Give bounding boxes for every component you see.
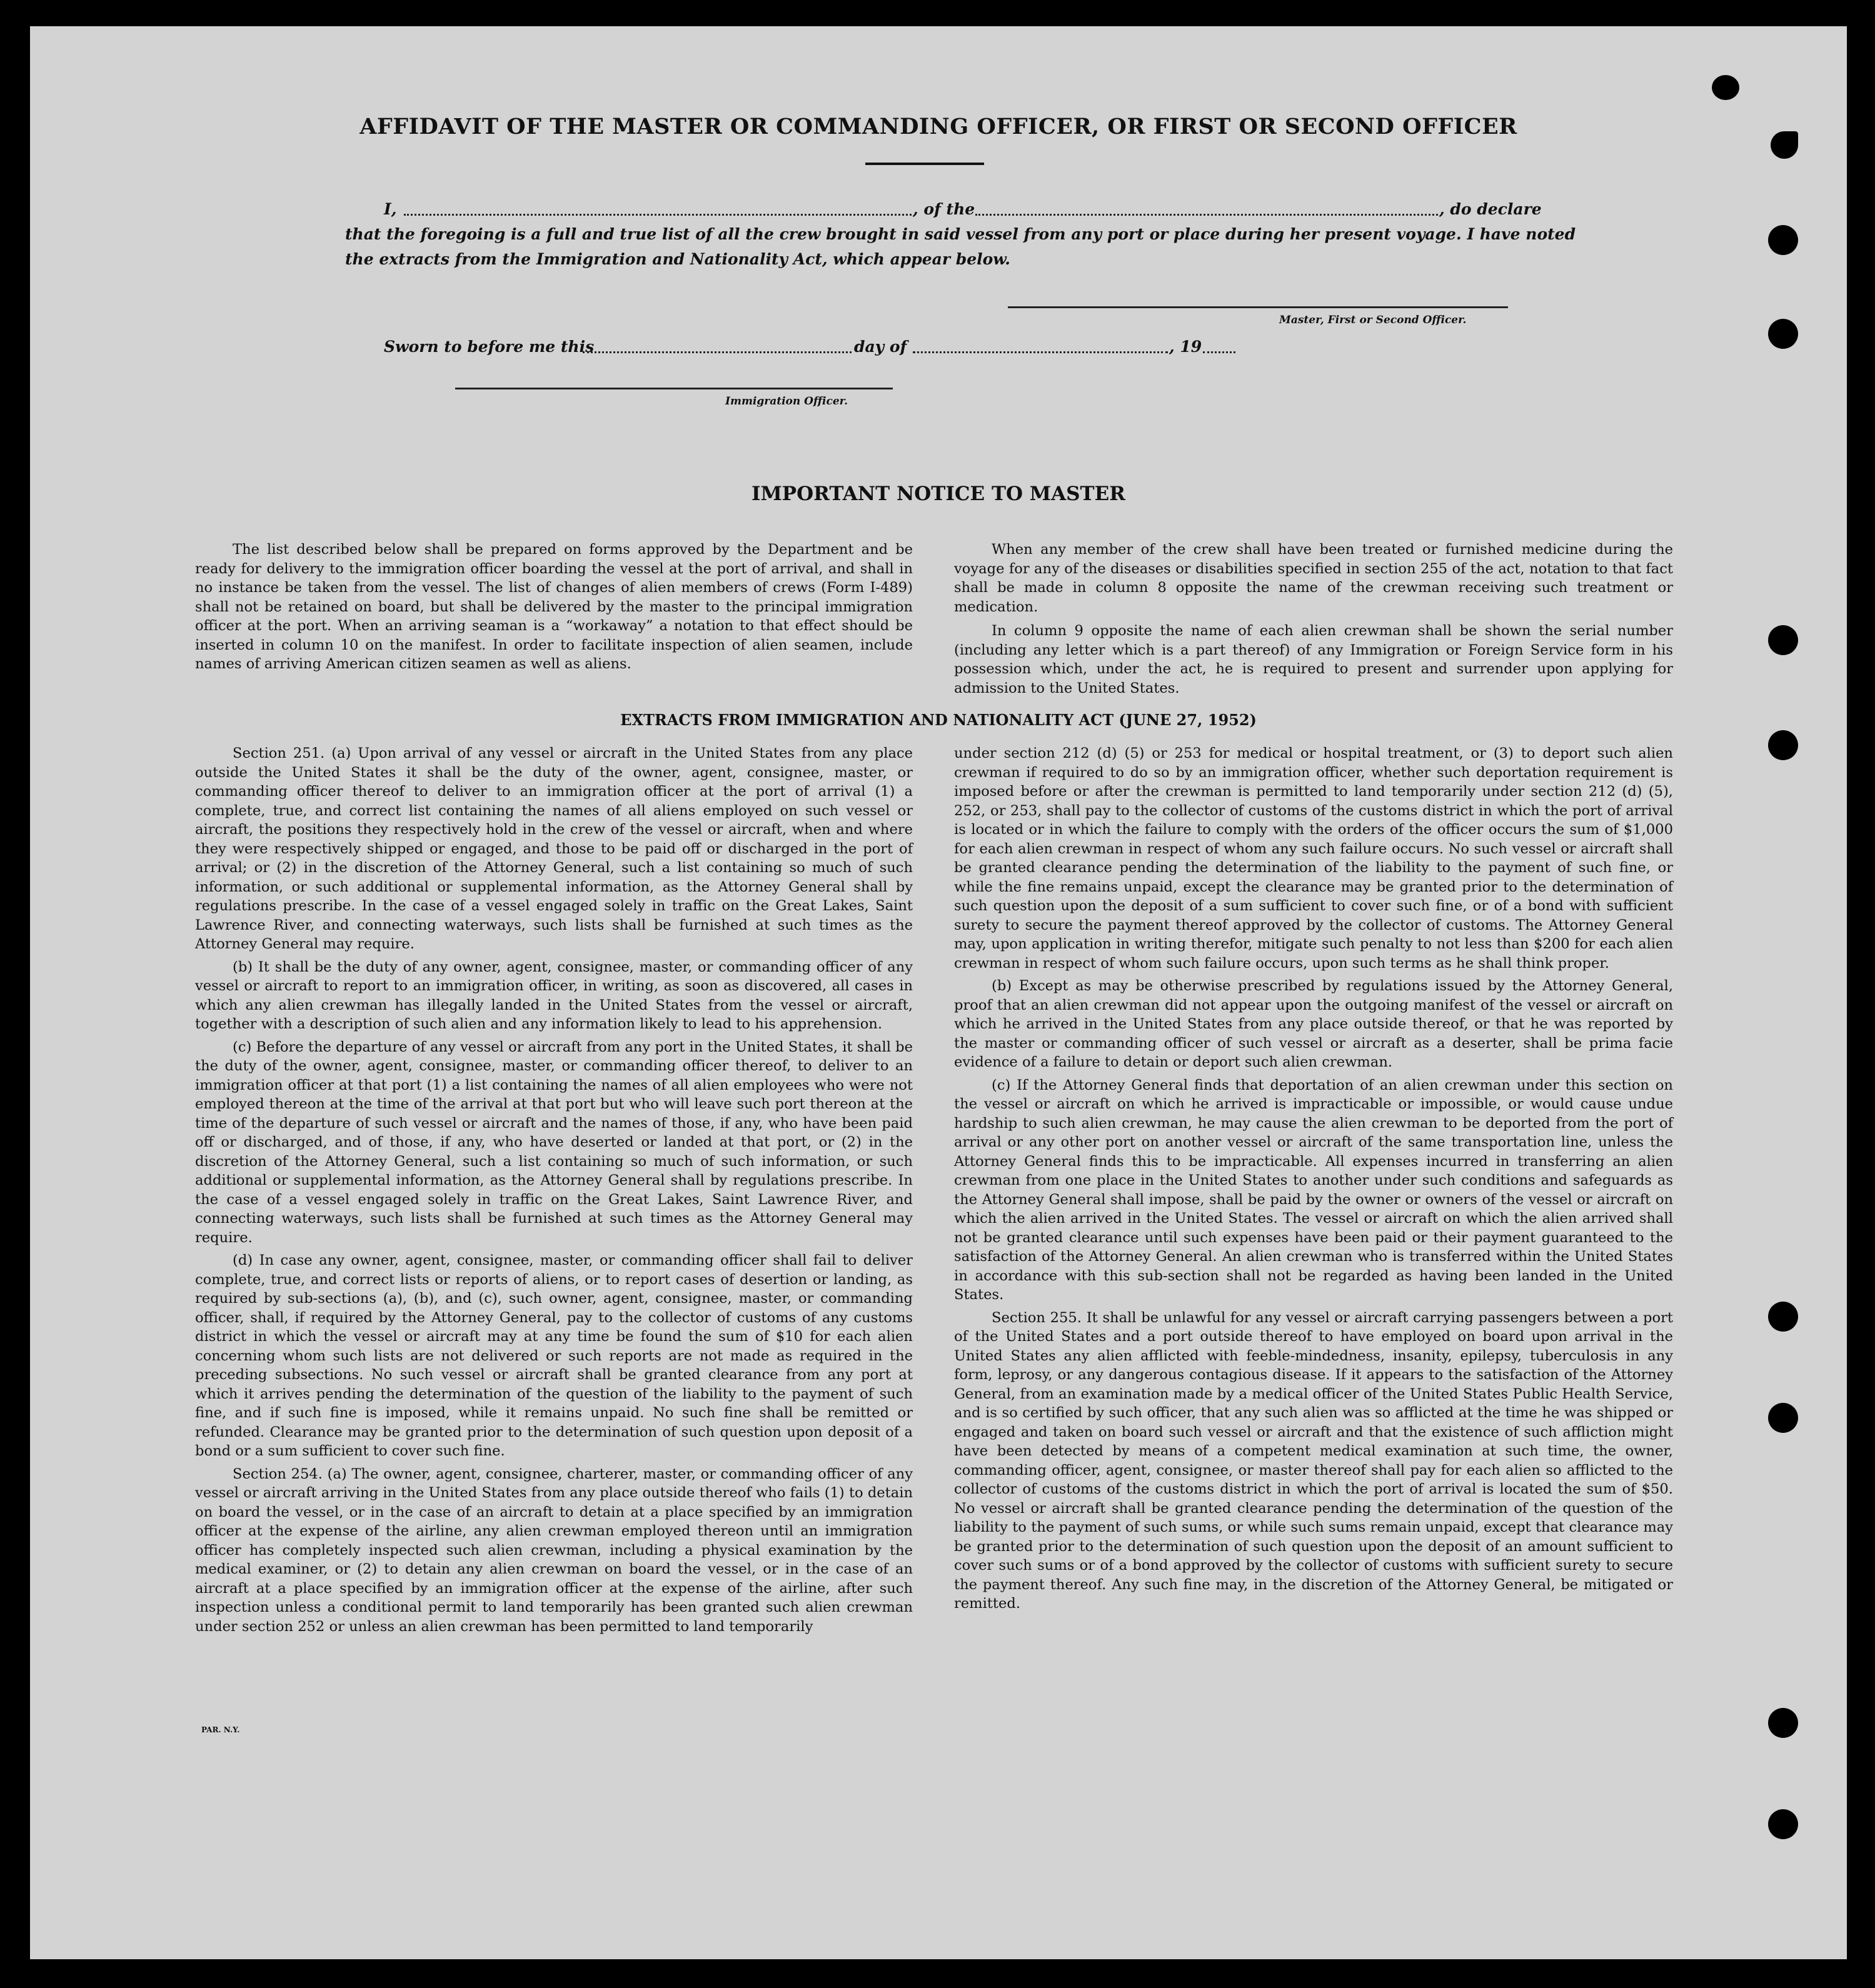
punch-hole	[1712, 75, 1739, 100]
extracts-left-column	[195, 744, 913, 1636]
punch-hole	[1768, 625, 1798, 655]
affidavit-title: AFFIDAVIT OF THE MASTER OR COMMANDING OFFICER, OR FIRST OR SECOND OFFICER	[359, 114, 1517, 139]
notice-paragraph: When any member of the crew shall have been treated or furnished medicine during the voyage for any of the diseases or disabilities specified in section 255 of the act, notation to that fact shall be made in column 8 opposite the name of the crewman receiving such treatment or medication.	[954, 541, 1673, 615]
punch-hole	[1768, 730, 1798, 760]
declarant-name-blank	[404, 214, 912, 216]
extract-paragraph: (d) In case any owner, agent, consignee, master, or commanding officer shall fail to deliver complete, true, and correct lists or reports of aliens, or to report cases of desertion or landing, as required by sub-sections (a), (b), and (c), such owner, agent, consignee, master, or commanding officer, shall, if required by the Attorney General, pay to the collector of customs of any customs district in which the vessel or aircraft may at any time be found the sum of $10 for each alien concerning whom such lists are not delivered or such reports are not made as required in the preceding subsections. No such vessel or aircraft shall be granted clearance from any port at which it arrives pending the determination of the question of the liability to the payment of such fine, and if such fine is imposed, while it remains unpaid. No such fine shall be remitted or refunded. Clearance may be granted prior to the determination of such question upon deposit of a bond or a sum sufficient to cover such fine.	[195, 1252, 913, 1459]
master-signature-label: Master, First or Second Officer.	[1279, 314, 1467, 326]
punch-hole	[1768, 1403, 1798, 1433]
notice-right-column	[954, 540, 1673, 698]
extract-paragraph: (c) Before the departure of any vessel or aircraft from any port in the United States, it shall be the duty of the owner, agent, consignee, master, or commanding officer thereof, to deliver to an immigration officer at that port (1) a list containing the names of all alien employees who were not employed thereon at the time of the arrival at that port but who will leave such port thereon at the time of the departure of such vessel or aircraft and the names of those, if any, who have been paid off or discharged, and of those, if any, who have deserted or landed at that port, or (2) in the discretion of the Attorney General, such a list containing so much of such information, or such additional or supplemental information, as the Attorney General shall by regulations prescribe. In the case of a vessel engaged solely in traffic on the Great Lakes, Saint Lawrence River, and connecting waterways, such lists shall be furnished at such times as the Attorney General may require.	[195, 1038, 913, 1246]
affidavit-line3: the extracts from the Immigration and Nationality Act, which appear below.	[345, 250, 1011, 268]
notice-paragraph: In column 9 opposite the name of each alien crewman shall be shown the serial number (including any letter which is a part thereof) of any Immigration or Foreign Service form in his possession which, under the act, he is required to present and surrender upon applying for admission to the United States.	[954, 623, 1673, 696]
sworn-day-blank	[583, 351, 852, 353]
title-rule	[865, 163, 984, 165]
notice-paragraph: The list described below shall be prepared on forms approved by the Department and be ready for delivery to the immigration officer boarding the vessel at the port of arrival, and shall in no instance be taken from the vessel. The list of changes of alien members of crews (Form I-489) shall not be retained on board, but shall be delivered by the master to the principal immigration officer at the port. When an arriving seaman is a “workaway” a notation to that effect should be inserted in column 10 on the manifest. In order to facilitate inspection of alien seamen, include names of arriving American citizen seamen as well as aliens.	[195, 541, 913, 672]
affidavit-line1-mid: , of the	[913, 200, 975, 218]
extract-paragraph: Section 254. (a) The owner, agent, consignee, charterer, master, or commanding officer of any vessel or aircraft arriving in the United States from any place outside thereof who fails (1) to detain on board the vessel, or in the case of an aircraft to detain at a place specified by an immigration officer at the expense of the airline, any alien crewman employed thereon until an immigration officer has completely inspected such alien crewman, including a physical examination by the medical examiner, or (2) to detain any alien crewman on board the vessel, or in the case of an aircraft at a place specified by an immigration officer at the expense of the airline, after such inspection unless a conditional permit to land temporarily has been granted such alien crewman under section 252 or unless an alien crewman has been permitted to land temporarily	[195, 1465, 913, 1635]
extract-paragraph: (b) It shall be the duty of any owner, agent, consignee, master, or commanding officer of any vessel or aircraft to report to an immigration officer, in writing, as soon as discovered, all cases in which any alien crewman has illegally landed in the United States from the vessel or aircraft, together with a description of such alien and any information likely to lead to his apprehension.	[195, 958, 913, 1032]
punch-hole	[1768, 1708, 1798, 1738]
sworn-year-prefix: , 19	[1169, 338, 1202, 356]
master-signature-line	[1008, 306, 1508, 308]
sworn-month-blank	[913, 351, 1168, 353]
sworn-day-of: day of	[854, 338, 907, 356]
extract-paragraph: Section 251. (a) Upon arrival of any vessel or aircraft in the United States from any place outside the United States it shall be the duty of the owner, agent, consignee, master, or commanding officer thereof to deliver to an immigration officer at the port of arrival (1) a complete, true, and correct list containing the names of all aliens employed on such vessel or aircraft, the positions they respectively hold in the crew of the vessel or aircraft, when and where they were respectively shipped or engaged, and those to be paid off or discharged in the port of arrival; or (2) in the discretion of the Attorney General, such a list containing so much of such information, or such additional or supplemental information, as the Attorney General shall by regulations prescribe. In the case of a vessel engaged solely in traffic on the Great Lakes, Saint Lawrence River, and connecting waterways, such lists shall be furnished at such times as the Attorney General may require.	[195, 745, 913, 952]
notice-title: IMPORTANT NOTICE TO MASTER	[751, 483, 1126, 505]
punch-hole	[1768, 225, 1798, 255]
extract-paragraph: (b) Except as may be otherwise prescribed by regulations issued by the Attorney General, proof that an alien crewman did not appear upon the outgoing manifest of the vessel or aircraft on which he arrived in the United States from any place outside thereof, or that he was reported by the master or commanding officer of such vessel or aircraft as a deserter, shall be prima facie evidence of a failure to detain or deport such alien crewman.	[954, 978, 1673, 1070]
document-page	[30, 26, 1847, 1959]
officer-signature-label: Immigration Officer.	[725, 395, 848, 408]
punch-hole	[1768, 319, 1798, 349]
affidavit-line2: that the foregoing is a full and true list of all the crew brought in said vessel from any port or place during her present voyage. I have noted	[345, 225, 1576, 243]
notice-left-column	[195, 540, 913, 674]
extract-paragraph: Section 255. It shall be unlawful for any vessel or aircraft carrying passengers between a port of the United States and a port outside thereof to have employed on board upon arrival in the United States any alien afflicted with feeble-mindedness, insanity, epilepsy, tuberculosis in any form, leprosy, or any dangerous contagious disease. If it appears to the satisfaction of the Attorney General, from an examination made by a medical officer of the United States Public Health Service, and is so certified by such officer, that any such alien was so afflicted at the time he was shipped or engaged and taken on board such vessel or aircraft and that the existence of such affliction might have been detected by means of a competent medical examination at such time, the owner, commanding officer, agent, consignee, or master thereof shall pay for each alien so afflicted to the collector of customs of the customs district in which the port of arrival is located the sum of $50. No vessel or aircraft shall be granted clearance pending the determination of the question of the liability to the payment of such sums, or while such sums remain unpaid, except that clearance may be granted prior to the determination of such question upon the deposit of an amount sufficient to cover such sums or of a bond approved by the collector of customs with sufficient surety to secure the payment thereof. Any such fine may, in the discretion of the Attorney General, be mitigated or remitted.	[954, 1309, 1673, 1612]
extract-paragraph: under section 212 (d) (5) or 253 for medical or hospital treatment, or (3) to deport such alien crewman if required to do so by an immigration officer, whether such deportation requirement is imposed before or after the crewman is permitted to land temporarily under section 212 (d) (5), 252, or 253, shall pay to the collector of customs of the customs district in which the port of arrival is located or in which the failure to comply with the orders of the officer occurs the sum of $1,000 for each alien crewman in respect of whom any such failure occurs. No such vessel or aircraft shall be granted clearance pending the determination of the liability to the payment of such fine, or while the fine remains unpaid, except the clearance may be granted prior to the determination of such question upon the deposit of a sum sufficient to cover such fine, or of a bond with sufficient surety to secure the payment thereof approved by the collector of customs. The Attorney General may, upon application in writing therefor, mitigate such penalty to not less than $200 for each alien crewman in respect of whom such failure occurs, upon such terms as he shall think proper.	[954, 745, 1673, 971]
vessel-name-blank	[975, 214, 1438, 216]
sworn-year-blank	[1203, 351, 1235, 353]
print-code: PAR. N.Y.	[201, 1725, 240, 1734]
punch-hole	[1771, 131, 1798, 159]
sworn-text: Sworn to before me this	[384, 338, 595, 356]
punch-hole	[1768, 1302, 1798, 1332]
extracts-right-column	[954, 744, 1673, 1614]
punch-hole	[1768, 1809, 1798, 1839]
extract-paragraph: (c) If the Attorney General finds that deportation of an alien crewman under this section on the vessel or aircraft on which he arrived is impracticable or impossible, or would cause undue hardship to such alien crewman, he may cause the alien crewman to be deported from the port of arrival or any other port on another vessel or aircraft of the same transportation line, unless the Attorney General finds this to be impracticable. All expenses incurred in transferring an alien crewman from one place in the United States to another under such conditions and safeguards as the Attorney General shall impose, shall be paid by the owner or owners of the vessel or aircraft on which the alien arrived in the United States. The vessel or aircraft on which the alien arrived shall not be granted clearance until such expenses have been paid or their payment guaranteed to the satisfaction of the Attorney General. An alien crewman who is transferred within the United States in accordance with this sub-section shall not be regarded as having been landed in the United States.	[954, 1077, 1673, 1303]
affidavit-line1-start: I,	[384, 200, 397, 218]
extracts-title: EXTRACTS FROM IMMIGRATION AND NATIONALITY ACT (JUNE 27, 1952)	[620, 711, 1257, 729]
affidavit-line1-end: , do declare	[1439, 200, 1542, 218]
officer-signature-line	[455, 388, 893, 389]
